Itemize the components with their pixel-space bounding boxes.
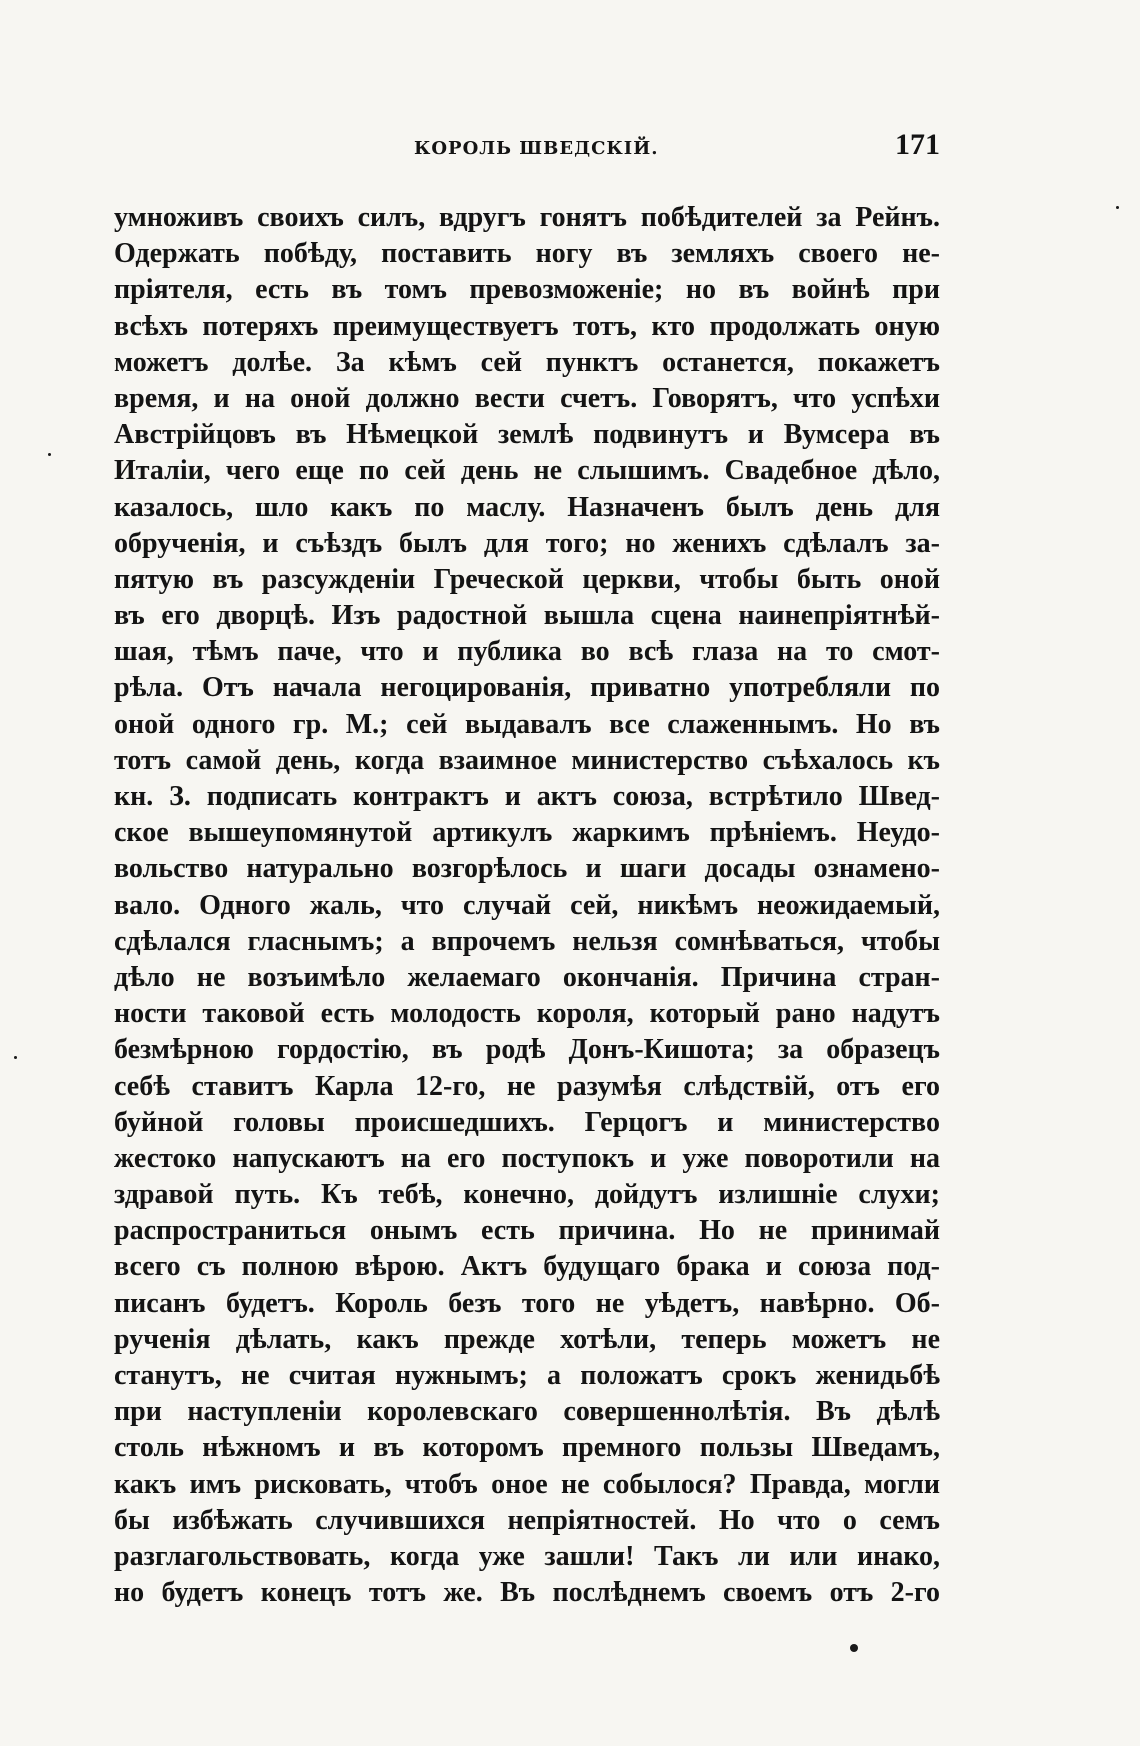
text-line: при наступленіи королевскаго совершеннолѣтія. Въ дѣлѣ [114,1396,940,1428]
text-line: шая, тѣмъ паче, что и публика во всѣ глаза на то смот- [114,636,940,668]
text-line: всѣхъ потеряхъ преимуществуетъ тотъ, кто продолжать оную [114,310,940,342]
text-line: буйной головы происшедшихъ. Герцогъ и министерство [114,1106,940,1138]
text-line: станутъ, не считая нужнымъ; а положатъ срокъ женидьбѣ [114,1360,940,1391]
text-line: время, и на оной должно вести счетъ. Говорятъ, что успѣхи [114,382,940,414]
text-line: безмѣрною гордостію, въ родѣ Донъ-Кишота; за образецъ [114,1034,940,1066]
text-line: пріятеля, есть въ томъ превозможеніе; но въ войнѣ при [114,274,940,306]
ink-speck [1116,206,1119,209]
text-line: казалось, шло какъ по маслу. Назначенъ былъ день для [114,491,940,523]
body-text [114,200,940,1611]
text-line: распространиться онымъ есть причина. Но не принимай [114,1215,940,1247]
text-line: ское вышеупомянутой артикулъ жаркимъ прѣніемъ. Неудо- [114,817,940,849]
ink-speck [48,453,51,456]
text-line: писанъ будетъ. Король безъ того не уѣдетъ, навѣрно. Об- [114,1287,940,1319]
text-line: вольство натурально возгорѣлось и шаги досады ознамено- [114,853,940,885]
text-line: столь нѣжномъ и въ которомъ премного пользы Шведамъ, [114,1432,940,1464]
text-line: бы избѣжать случившихся непріятностей. Но что о семъ [114,1504,940,1536]
text-line: сдѣлался гласнымъ; а впрочемъ нельзя сомнѣваться, чтобы [114,925,940,957]
ink-speck [14,1056,17,1059]
text-line: какъ имъ рисковать, чтобъ оное не собылося? Правда, могли [114,1468,940,1500]
text-line: ности таковой есть молодость короля, который рано надутъ [114,998,940,1030]
text-line: умноживъ своихъ силъ, вдругъ гонятъ побѣдителей за Рейнъ. [114,202,940,233]
page-number: 171 [895,128,940,161]
text-line: Австрійцовъ въ Нѣмецкой землѣ подвинутъ и Вумсера въ [114,419,940,451]
ink-speck [850,1644,858,1652]
text-line: но будетъ конецъ тотъ же. Въ послѣднемъ своемъ отъ 2-го [114,1577,940,1609]
text-line: здравой путь. Къ тебѣ, конечно, дойдутъ излишніе слухи; [114,1179,940,1211]
running-title: КОРОЛЬ ШВЕДСКІЙ. [414,138,659,159]
text-line: пятую въ разсужденіи Греческой церкви, чтобы быть оной [114,563,940,595]
text-line: себѣ ставитъ Карла 12-го, не разумѣя слѣдствій, отъ его [114,1070,940,1102]
text-line: Одержать побѣду, поставить ногу въ земляхъ своего не- [114,238,940,270]
text-line: оной одного гр. М.; сей выдавалъ все слаженнымъ. Но въ [114,708,940,740]
page-header [114,128,940,168]
text-line: Италіи, чего еще по сей день не слышимъ. Свадебное дѣло, [114,455,940,487]
text-line: кн. З. подписать контрактъ и актъ союза, встрѣтило Швед- [114,781,940,812]
text-line: вало. Одного жаль, что случай сей, никѣмъ неожидаемый, [114,889,940,921]
text-line: въ его дворцѣ. Изъ радостной вышла сцена наинепріятнѣй- [114,600,940,632]
text-line: жестоко напускаютъ на его поступокъ и уже поворотили на [114,1142,940,1174]
text-line: можетъ долѣе. За кѣмъ сей пунктъ останется, покажетъ [114,346,940,378]
text-line: рѣла. Отъ начала негоцированія, приватно употребляли по [114,672,940,704]
text-line: всего съ полною вѣрою. Актъ будущаго брака и союза под- [114,1251,940,1283]
text-line: обрученія, и съѣздъ былъ для того; но женихъ сдѣлалъ за- [114,527,940,559]
text-line: дѣло не возъимѣло желаемаго окончанія. Причина стран- [114,961,940,993]
text-line: тотъ самой день, когда взаимное министерство съѣхалось къ [114,744,940,776]
text-line: разглагольствовать, когда уже зашли! Такъ ли или инако, [114,1540,940,1572]
text-line: рученія дѣлать, какъ прежде хотѣли, теперь можетъ не [114,1323,940,1355]
